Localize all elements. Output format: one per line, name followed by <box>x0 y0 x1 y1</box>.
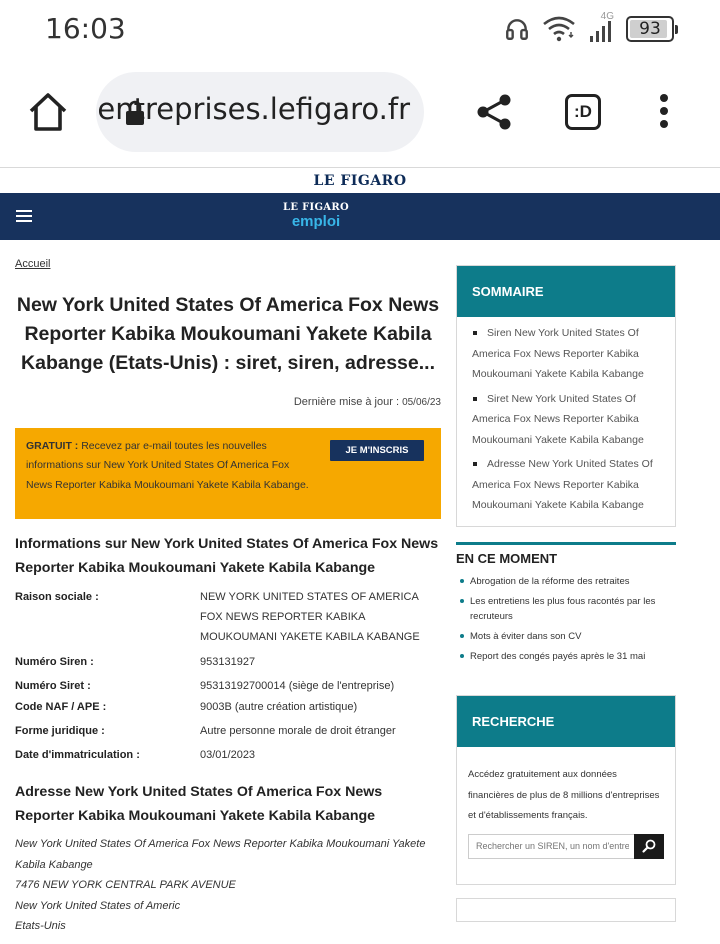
lefigaro-logo[interactable]: LE FIGARO <box>313 173 407 189</box>
trending-item[interactable]: Mots à éviter dans son CV <box>456 629 676 644</box>
recherche-box <box>456 695 676 885</box>
wifi-icon <box>542 15 576 43</box>
info-label: Numéro Siret : <box>15 680 91 692</box>
brand-strip <box>0 169 720 193</box>
battery-icon <box>626 16 674 42</box>
share-icon[interactable] <box>474 92 514 132</box>
subscribe-button[interactable]: JE M'INSCRIS <box>330 440 424 461</box>
sidebar-empty-box <box>456 898 676 922</box>
signal-icon <box>588 11 614 44</box>
newsletter-promo <box>15 428 441 519</box>
emploi-logo-top: LE FIGARO <box>283 202 349 213</box>
emploi-logo-bottom: emploi <box>291 213 341 230</box>
page-title: New York United States Of America Fox News Reporter Kabika Moukoumani Yakete Kabila Kabange (Etats-Unis) : siret, siren, adresse... <box>16 294 440 374</box>
figaro-emploi-logo[interactable] <box>276 203 356 229</box>
more-vert-icon[interactable] <box>656 94 672 134</box>
recherche-body <box>457 747 675 873</box>
info-label: Code NAF / APE : <box>15 701 107 713</box>
promo-bold: GRATUIT : <box>26 440 79 452</box>
site-navbar <box>0 193 720 240</box>
info-label: Forme juridique : <box>15 725 105 737</box>
home-icon[interactable] <box>26 90 70 134</box>
network-type: 4G <box>600 11 614 22</box>
trending-item[interactable]: Report des congés payés après le 31 mai <box>456 649 676 664</box>
info-label: Numéro Siren : <box>15 656 94 668</box>
status-icons <box>504 12 674 46</box>
recherche-text: Accédez gratuitement aux données financières de plus de 8 millions d'entreprises et d'établissements français. <box>468 769 660 821</box>
address-line: 7476 NEW YORK CENTRAL PARK AVENUE <box>15 879 236 892</box>
recherche-title: RECHERCHE <box>457 696 675 747</box>
search-icon <box>642 839 656 853</box>
headphones-icon <box>504 16 530 42</box>
info-label: Date d'immatriculation : <box>15 749 140 761</box>
trending-rule <box>456 542 676 545</box>
promo-text <box>26 437 316 495</box>
breadcrumb-home-link[interactable]: Accueil <box>15 258 51 270</box>
address-bar[interactable] <box>96 72 424 152</box>
search-button[interactable] <box>634 834 664 859</box>
last-updated-label: Dernière mise à jour : <box>293 396 399 408</box>
sommaire-list <box>457 317 675 526</box>
status-bar <box>0 0 720 60</box>
address-line: New York United States of Americ <box>15 899 181 912</box>
battery-level: 93 <box>639 19 661 39</box>
tab-switcher-button[interactable]: :D <box>565 94 601 130</box>
address-line: New York United States Of America Fox News Reporter Kabika Moukoumani Yakete Kabila Kabange <box>15 838 426 871</box>
sommaire-item[interactable]: Adresse New York United States Of America Fox News Reporter Kabika Moukoumani Yakete Kabila Kabange <box>472 454 675 516</box>
status-time: 16:03 <box>45 12 126 45</box>
last-updated-date: 05/06/23 <box>402 397 441 408</box>
sommaire-item[interactable]: Siret New York United States Of America Fox News Reporter Kabika Moukoumani Yakete Kabila Kabange <box>472 389 675 451</box>
url-text[interactable]: entreprises.lefigaro.fr <box>97 92 410 126</box>
info-section-title: Informations sur New York United States Of America Fox News Reporter Kabika Moukoumani Yakete Kabila Kabange <box>15 536 439 576</box>
info-value: 95313192700014 (siège de l'entreprise) <box>200 680 395 692</box>
info-value: 9003B (autre création artistique) <box>200 701 358 713</box>
trending-box <box>456 542 676 669</box>
siren-search <box>468 834 664 859</box>
last-updated <box>294 396 441 408</box>
info-value: 953131927 <box>200 656 256 668</box>
sommaire-item[interactable]: Siren New York United States Of America Fox News Reporter Kabika Moukoumani Yakete Kabila Kabange <box>472 323 675 385</box>
browser-toolbar <box>0 60 720 168</box>
trending-list <box>456 574 676 664</box>
info-label: Raison sociale : <box>15 591 99 603</box>
info-value: Autre personne morale de droit étranger <box>200 725 396 737</box>
trending-item[interactable]: Les entretiens les plus fous racontés par les recruteurs <box>456 594 676 624</box>
info-value: NEW YORK UNITED STATES OF AMERICA FOX NEWS REPORTER KABIKA MOUKOUMANI YAKETE KABILA KABANGE <box>200 591 420 643</box>
info-value: 03/01/2023 <box>200 749 256 761</box>
trending-item[interactable]: Abrogation de la réforme des retraites <box>456 574 676 589</box>
address-line: Etats-Unis <box>15 920 66 933</box>
sommaire-box <box>456 265 676 527</box>
sommaire-title: SOMMAIRE <box>457 266 675 317</box>
promo-body: Recevez par e-mail toutes les nouvelles informations sur New York United States Of America Fox News Reporter Kabika Moukoumani Yakete Kabila Kabange. <box>26 440 309 491</box>
hamburger-menu-icon[interactable] <box>16 210 32 222</box>
company-address <box>15 834 441 937</box>
address-section-title: Adresse New York United States Of America Fox News Reporter Kabika Moukoumani Yakete Kabila Kabange <box>15 784 383 824</box>
trending-title: EN CE MOMENT <box>456 551 558 566</box>
